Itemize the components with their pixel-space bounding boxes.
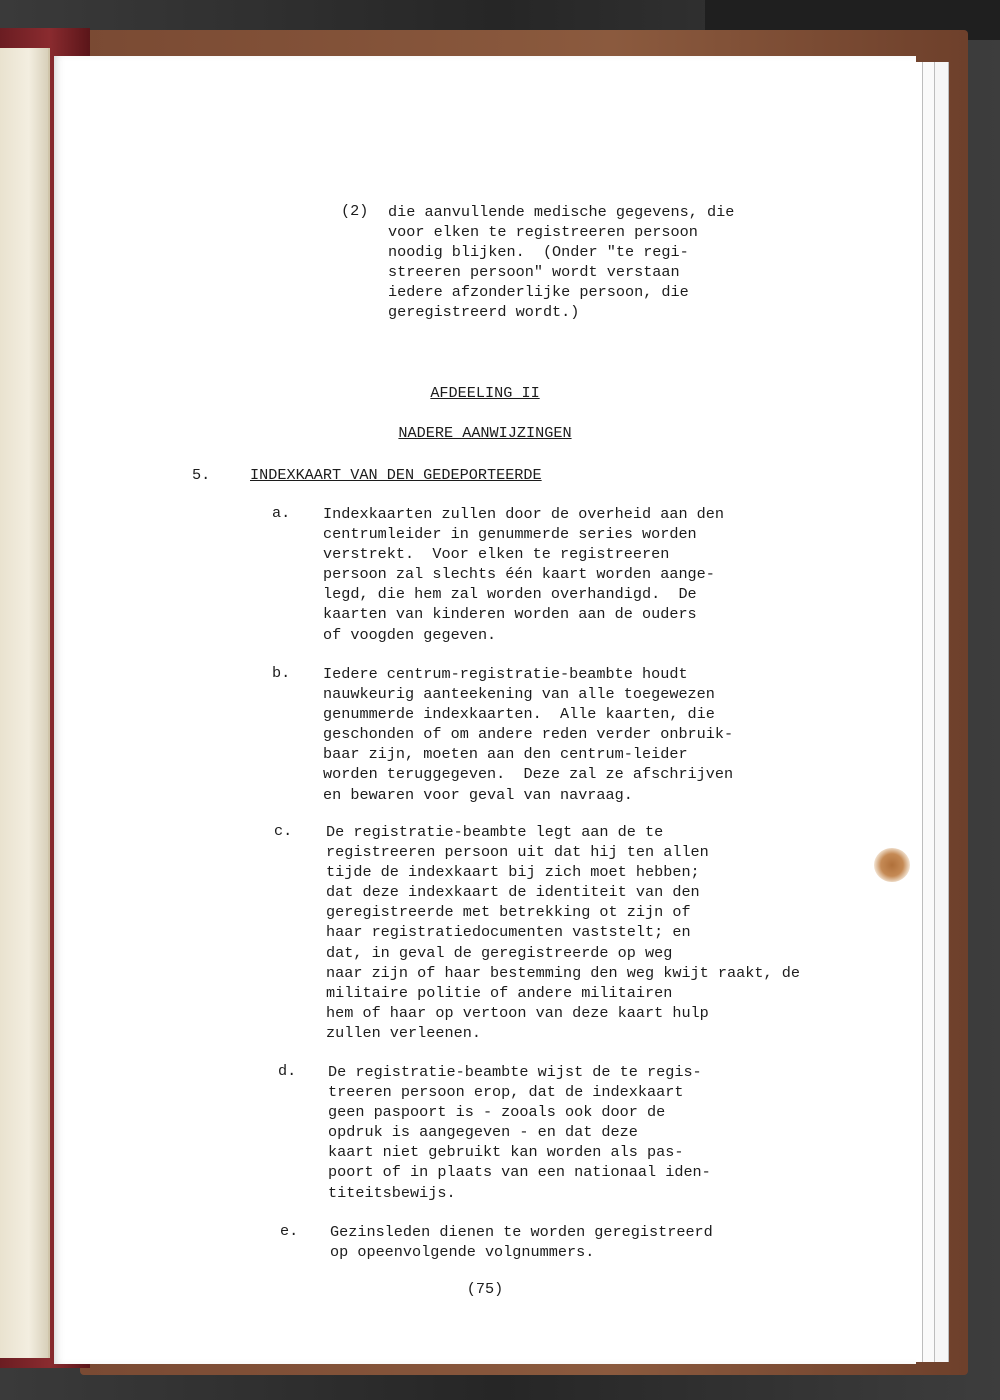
text-line: poort of in plaats van een nationaal iden- (328, 1163, 711, 1182)
text-line: legd, die hem zal worden overhandigd. De (323, 585, 697, 604)
text-line: of voogden gegeven. (323, 625, 497, 644)
text-line: voor elken te registreeren persoon (388, 223, 698, 242)
text-line: geschonden of om andere reden verder onbruik- (323, 725, 734, 744)
text-line: op opeenvolgende volgnummers. (330, 1243, 595, 1262)
text-line: zullen verleenen. (326, 1023, 481, 1042)
paragraph-label-c: c. (274, 822, 293, 840)
text-line: hem of haar op vertoon van deze kaart hulp (326, 1003, 709, 1022)
text-line: verstrekt. Voor elken te registreeren (323, 545, 670, 564)
paper-stain (874, 848, 910, 882)
section-heading: AFDEELING II (430, 384, 540, 402)
text-line: opdruk is aangegeven - en dat deze (328, 1123, 638, 1142)
text-line: registreeren persoon uit dat hij ten allen (326, 843, 709, 862)
text-line: tijde de indexkaart bij zich moet hebben; (326, 863, 700, 882)
facing-page-edge (0, 48, 50, 1358)
paragraph-label-a: a. (272, 504, 291, 522)
paragraph-d (328, 1062, 711, 1203)
text-line: genummerde indexkaarten. Alle kaarten, die (323, 705, 715, 724)
text-line: iedere afzonderlijke persoon, die (388, 283, 689, 302)
paragraph-e (330, 1222, 713, 1262)
text-line: streeren persoon" wordt verstaan (388, 263, 680, 282)
text-line: De registratie-beambte wijst de te regis- (328, 1063, 702, 1081)
paragraph-a (323, 504, 724, 645)
paragraph-label-b: b. (272, 664, 291, 682)
text-line: dat, in geval de geregistreerde op weg (326, 943, 673, 962)
page-number: (75) (466, 1280, 504, 1298)
text-line: dat deze indexkaart de identiteit van den (326, 883, 700, 902)
text-line: Iedere centrum-registratie-beambte houdt (323, 665, 688, 683)
text-line: die aanvullende medische gegevens, die (388, 203, 735, 221)
intro-item-number: (2) (341, 202, 369, 220)
text-line: naar zijn of haar bestemming den weg kwijt raakt, de (326, 963, 800, 982)
article-number: 5. (192, 466, 211, 484)
section-subheading: NADERE AANWIJZINGEN (398, 424, 572, 442)
text-line: treeren persoon erop, dat de indexkaart (328, 1083, 684, 1102)
paragraph-label-e: e. (280, 1222, 299, 1240)
text-line: kaarten van kinderen worden aan de ouders (323, 605, 697, 624)
article-title: INDEXKAART VAN DEN GEDEPORTEERDE (250, 466, 542, 484)
text-line: persoon zal slechts één kaart worden aange- (323, 565, 715, 584)
text-line: noodig blijken. (Onder "te regi- (388, 243, 689, 262)
text-line: centrumleider in genummerde series worden (323, 525, 697, 544)
text-line: baar zijn, moeten aan den centrum-leider (323, 745, 688, 764)
paragraph-b (323, 664, 733, 805)
text-line: haar registratiedocumenten vaststelt; en (326, 923, 691, 942)
text-line: geregistreerd wordt.) (388, 303, 580, 322)
text-line: Indexkaarten zullen door de overheid aan den (323, 505, 725, 523)
text-line: De registratie-beambte legt aan de te (326, 823, 664, 841)
text-line: titeitsbewijs. (328, 1183, 456, 1202)
text-line: Gezinsleden dienen te worden geregistreerd (330, 1223, 713, 1241)
text-line: militaire politie of andere militairen (326, 983, 673, 1002)
paragraph-c (326, 822, 800, 1043)
paragraph-label-d: d. (278, 1062, 297, 1080)
text-line: worden teruggegeven. Deze zal ze afschrijven (323, 765, 734, 784)
text-line: en bewaren voor geval van navraag. (323, 785, 633, 804)
text-line: geen paspoort is - zooals ook door de (328, 1103, 666, 1122)
text-line: nauwkeurig aanteekening van alle toegewezen (323, 685, 715, 704)
intro-item-text (388, 202, 734, 323)
text-line: kaart niet gebruikt kan worden als pas- (328, 1143, 684, 1162)
text-line: geregistreerde met betrekking ot zijn of (326, 903, 691, 922)
